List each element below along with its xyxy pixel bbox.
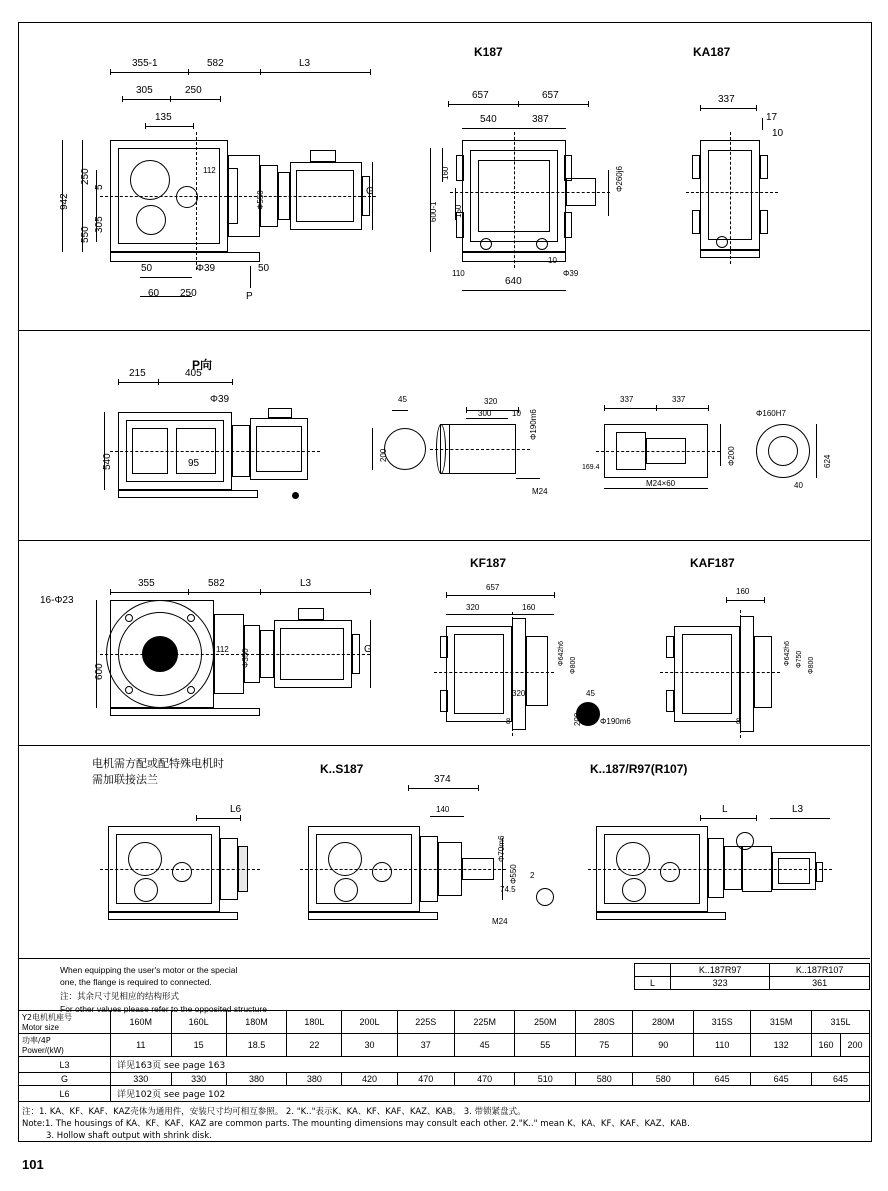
note-cn-flange-1: 电机需方配或配特殊电机时 [92,757,224,770]
table-row: L 323 361 [635,977,870,990]
note-cn-3: 注：其余尺寸见相应的结构形式 [60,992,180,1002]
catalog-page: K187 KA187 355-1 582 L3 305 250 135 942 250 5 305 550 112 Φ550 G 50 Φ39 50 60 250 P 657 657 540 387 160 150 600-1 Φ260j6 110 10 Φ39 640 337 17 10 P向 215 405 Φ39 540 95 200 45 320 300 10 Φ190m6 M24 337 337 169.4 M24×60 Φ160H7 Φ200 624 40 KF187 KAF187 16-Φ23 355 582 L3 600 Φ350 112 G 657 320 160 Φ642h6 Φ800 320 8 45 200 Φ190m6 160 Φ642h6 Φ750 Φ800 8 电机需方配或配特殊电机时 需加联接法兰 K..S187 K..187/R97(R107) L6 374 140 Φ70m6 Φ550 M24 2 74.5 L L3 When equipping the user's motor or the special one, the flange is required to connected. 注：其余尺寸见相应的结构形式 For other values please refer to the opposited structure K..187R97 K..187R107 L 323 361 Y2电机机座号 Motor size 160M 160L 180M 180L 200L 225S 225M 250M 280S 280M 315S 315M 315L 功率/4P Power/(kW) 11 15 18.5 22 30 37 45 55 75 90 110 132 160 200 L3 详见163页 see page 163 G 330 330 380 380 420 470 470 510 580 580 645 645 645 L6 详见102页 see page 102 注：1. KA、KF、KAF、KAZ壳体为通用件，安装尺寸均可相互参照。 2. "K.."表示K、KA、KF、KAF、KAZ、KAB。 3. 带锁紧盘式。 Note:1. The housings of KA、KF、KAF、KAZ are common parts. The mounting dimensions may consult each other. 2."K.." mean K、KA、KF、KAF、KAZ、KAB. 3. Hollow shaft output with shrink disk. 101 [0,0,888,1191]
note-cn-flange-2: 需加联接法兰 [92,773,158,786]
divider-3 [18,745,870,746]
table-row-l6: L6 详见102页 see page 102 [19,1086,870,1102]
spec-table [18,1010,870,1102]
note-en-2: one, the flange is required to connected. [60,977,212,987]
note-en-1: When equipping the user's motor or the special [60,965,238,975]
footnote-2: Note:1. The housings of KA、KF、KAF、KAZ are common parts. The mounting dimensions may consult each other. 2."K.." mean K、KA、KF、KAF、KAZ、KAB. [22,1119,690,1129]
title-p-view: P向 [192,358,213,372]
title-k187r97: K..187/R97(R107) [590,762,688,776]
table-row-motor-size: Y2电机机座号 Motor size 160M 160L 180M 180L 200L 225S 225M 250M 280S 280M 315S 315M 315L [19,1011,870,1034]
note-en-3: For other values please refer to the opposited structure [60,1004,267,1014]
l-table [634,963,870,990]
label-motor-size-en: Motor size [22,1023,59,1032]
title-ka187: KA187 [693,45,731,59]
divider-2 [18,540,870,541]
table-row: K..187R97 K..187R107 [635,964,870,977]
table-row-g: G 330 330 380 380 420 470 470 510 580 580 645 645 645 [19,1073,870,1086]
page-number: 101 [22,1157,44,1172]
label-power-cn: 功率/4P [22,1036,51,1045]
table-row-power: 功率/4P Power/(kW) 11 15 18.5 22 30 37 45 55 75 90 110 132 160 200 [19,1034,870,1057]
title-ks187: K..S187 [320,762,364,776]
divider-4 [18,958,870,959]
table-row-l3: L3 详见163页 see page 163 [19,1057,870,1073]
footnote-1: 注：1. KA、KF、KAF、KAZ壳体为通用件，安装尺寸均可相互参照。 2. "K.."表示K、KA、KF、KAF、KAZ、KAB。 3. 带锁紧盘式。 [22,1107,526,1117]
title-kf187: KF187 [470,556,507,570]
divider-1 [18,330,870,331]
footnote-3: 3. Hollow shaft output with shrink disk. [46,1131,212,1141]
title-k187: K187 [474,45,503,59]
label-motor-size-cn: Y2电机机座号 [22,1013,72,1022]
label-power-en: Power/(kW) [22,1046,64,1055]
title-kaf187: KAF187 [690,556,735,570]
